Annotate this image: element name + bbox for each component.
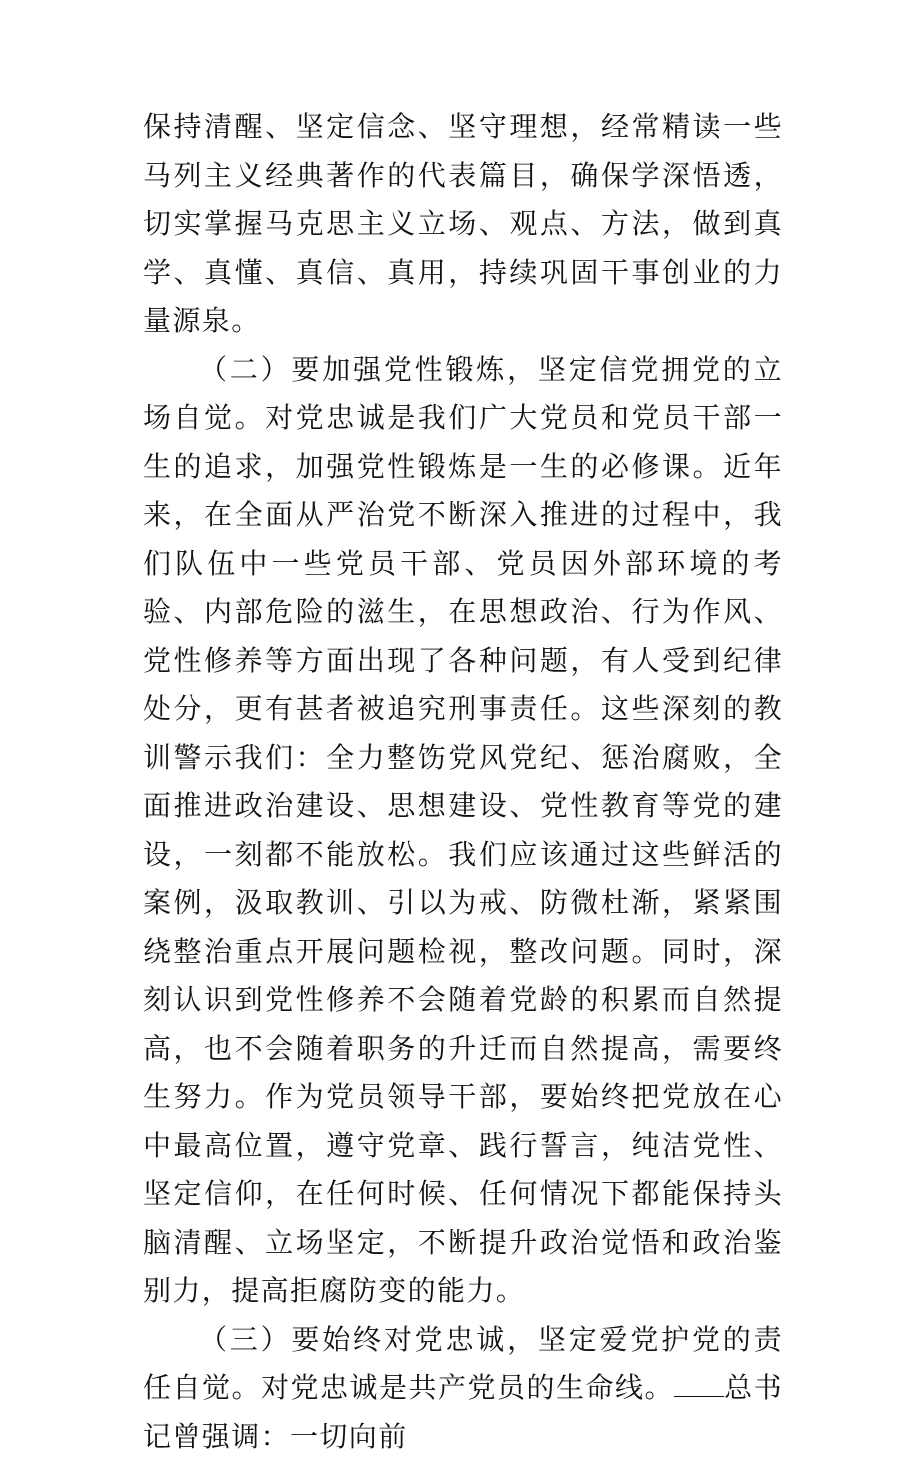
paragraph-3-text-before-blank: （三）要始终对党忠诚，坚定爱党护党的责任自觉。对党忠诚是共产党员的生命线。 [143,1323,783,1405]
document-body [143,103,783,1461]
paragraph-2: （二）要加强党性锻炼，坚定信党拥党的立场自觉。对党忠诚是我们广大党员和党员干部一生的追求，加强党性锻炼是一生的必修课。近年来，在全面从严治党不断深入推进的过程中，我们队伍中一些党员干部、党员因外部环境的考验、内部危险的滋生，在思想政治、行为作风、党性修养等方面出现了各种问题，有人受到纪律处分，更有甚者被追究刑事责任。这些深刻的教训警示我们：全力整饬党风党纪、惩治腐败，全面推进政治建设、思想建设、党性教育等党的建设，一刻都不能放松。我们应该通过这些鲜活的案例，汲取教训、引以为戒、防微杜渐，紧紧围绕整治重点开展问题检视，整改问题。同时，深刻认识到党性修养不会随着党龄的积累而自然提高，也不会随着职务的升迁而自然提高，需要终生努力。作为党员领导干部，要始终把党放在心中最高位置，遵守党章、践行誓言，纯洁党性、坚定信仰，在任何时候、任何情况下都能保持头脑清醒、立场坚定，不断提升政治觉悟和政治鉴别力，提高拒腐防变的能力。 [143,346,783,1316]
paragraph-3-text-after-blank: 总书记曾强调：一切向前 [143,1371,783,1453]
paragraph-3 [143,1316,783,1461]
fill-in-blank [674,1370,724,1397]
paragraph-1: 保持清醒、坚定信念、坚守理想，经常精读一些马列主义经典著作的代表篇目，确保学深悟透，切实掌握马克思主义立场、观点、方法，做到真学、真懂、真信、真用，持续巩固干事创业的力量源泉。 [143,103,783,346]
